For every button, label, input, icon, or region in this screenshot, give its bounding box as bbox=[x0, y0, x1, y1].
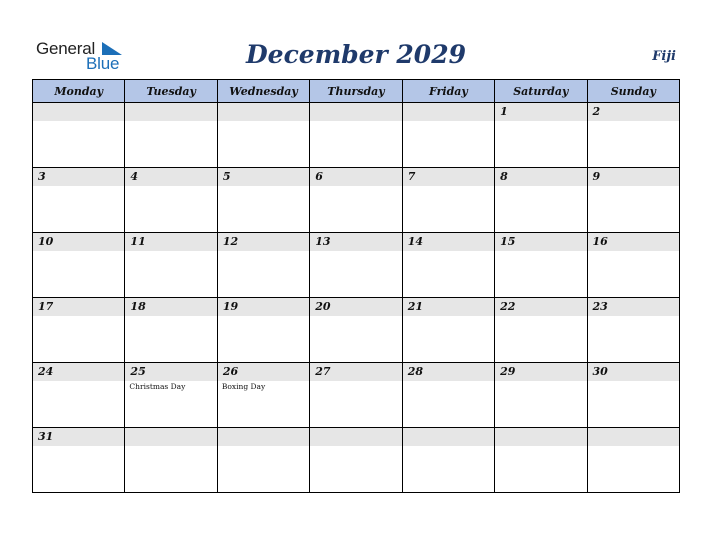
day-strip bbox=[310, 233, 401, 251]
day-number: 22 bbox=[500, 300, 516, 313]
generalblue-logo bbox=[36, 39, 126, 73]
day-cell bbox=[495, 428, 587, 493]
day-cell bbox=[495, 363, 587, 428]
day-strip bbox=[588, 103, 679, 121]
weekday-header: Wednesday bbox=[217, 80, 309, 103]
day-strip bbox=[495, 168, 586, 186]
day-number: 15 bbox=[500, 235, 516, 248]
calendar-body bbox=[33, 103, 680, 493]
day-strip bbox=[218, 363, 309, 381]
day-strip bbox=[310, 168, 401, 186]
day-strip bbox=[495, 103, 586, 121]
day-strip bbox=[588, 233, 679, 251]
weekday-header: Saturday bbox=[495, 80, 587, 103]
day-strip bbox=[495, 298, 586, 316]
day-strip bbox=[403, 103, 494, 121]
day-number: 1 bbox=[500, 105, 508, 118]
day-cell bbox=[402, 428, 494, 493]
day-strip bbox=[218, 428, 309, 446]
weekday-header: Friday bbox=[402, 80, 494, 103]
day-cell bbox=[402, 168, 494, 233]
day-cell bbox=[402, 363, 494, 428]
day-strip bbox=[33, 428, 124, 446]
day-number: 30 bbox=[592, 365, 608, 378]
day-number: 14 bbox=[407, 235, 423, 248]
day-cell bbox=[125, 168, 217, 233]
day-number: 25 bbox=[130, 365, 146, 378]
day-strip bbox=[125, 298, 216, 316]
day-cell bbox=[33, 428, 125, 493]
day-cell bbox=[217, 298, 309, 363]
day-strip bbox=[403, 298, 494, 316]
day-strip bbox=[33, 233, 124, 251]
weekday-header: Monday bbox=[33, 80, 125, 103]
day-number: 20 bbox=[315, 300, 331, 313]
day-strip bbox=[310, 363, 401, 381]
weekday-header: Tuesday bbox=[125, 80, 217, 103]
day-number: 11 bbox=[130, 235, 146, 248]
day-number: 9 bbox=[592, 170, 601, 183]
day-cell bbox=[310, 168, 402, 233]
day-cell bbox=[587, 103, 679, 168]
day-cell bbox=[125, 233, 217, 298]
day-cell bbox=[33, 103, 125, 168]
day-strip bbox=[588, 363, 679, 381]
day-cell bbox=[125, 363, 217, 428]
weekday-header: Sunday bbox=[587, 80, 679, 103]
week-row bbox=[33, 233, 680, 298]
day-cell bbox=[310, 103, 402, 168]
day-cell bbox=[495, 103, 587, 168]
day-number: 6 bbox=[315, 170, 323, 183]
week-row bbox=[33, 103, 680, 168]
day-strip bbox=[33, 103, 124, 121]
day-cell bbox=[495, 168, 587, 233]
day-number: 27 bbox=[315, 365, 331, 378]
day-cell bbox=[310, 428, 402, 493]
day-strip bbox=[588, 428, 679, 446]
day-cell bbox=[587, 233, 679, 298]
day-strip bbox=[33, 168, 124, 186]
day-cell bbox=[33, 233, 125, 298]
day-number: 18 bbox=[130, 300, 146, 313]
day-number: 31 bbox=[38, 430, 54, 443]
day-cell bbox=[217, 233, 309, 298]
day-cell bbox=[33, 363, 125, 428]
day-strip bbox=[495, 233, 586, 251]
week-row bbox=[33, 363, 680, 428]
day-strip bbox=[310, 428, 401, 446]
day-strip bbox=[218, 298, 309, 316]
day-cell bbox=[587, 298, 679, 363]
holiday-label: Boxing Day bbox=[221, 382, 266, 391]
day-number: 8 bbox=[500, 170, 508, 183]
day-number: 28 bbox=[407, 365, 423, 378]
day-cell bbox=[33, 168, 125, 233]
calendar-grid bbox=[32, 79, 680, 493]
day-strip bbox=[403, 428, 494, 446]
week-row bbox=[33, 428, 680, 493]
day-cell bbox=[125, 428, 217, 493]
day-cell bbox=[125, 103, 217, 168]
day-number: 4 bbox=[130, 170, 139, 183]
day-cell bbox=[495, 233, 587, 298]
day-number: 21 bbox=[407, 300, 423, 313]
day-cell bbox=[587, 168, 679, 233]
day-number: 2 bbox=[592, 105, 601, 118]
day-strip bbox=[218, 103, 309, 121]
logo-blue-text: Blue bbox=[86, 54, 120, 73]
day-number: 17 bbox=[38, 300, 54, 313]
day-cell bbox=[217, 168, 309, 233]
day-strip bbox=[310, 103, 401, 121]
day-number: 7 bbox=[407, 170, 416, 183]
day-number: 24 bbox=[38, 365, 54, 378]
day-strip bbox=[125, 363, 216, 381]
day-number: 10 bbox=[38, 235, 54, 248]
day-cell bbox=[217, 363, 309, 428]
day-number: 23 bbox=[592, 300, 608, 313]
day-cell bbox=[402, 233, 494, 298]
day-cell bbox=[125, 298, 217, 363]
day-strip bbox=[403, 168, 494, 186]
day-strip bbox=[33, 363, 124, 381]
day-cell bbox=[217, 428, 309, 493]
country-label: Fiji bbox=[652, 49, 676, 64]
day-number: 3 bbox=[38, 170, 46, 183]
day-cell bbox=[587, 428, 679, 493]
day-cell bbox=[310, 298, 402, 363]
day-cell bbox=[33, 298, 125, 363]
day-cell bbox=[402, 298, 494, 363]
day-strip bbox=[588, 298, 679, 316]
day-number: 13 bbox=[315, 235, 331, 248]
day-strip bbox=[403, 233, 494, 251]
weekday-header: Thursday bbox=[310, 80, 402, 103]
week-row bbox=[33, 168, 680, 233]
day-cell bbox=[495, 298, 587, 363]
day-strip bbox=[125, 103, 216, 121]
logo-general-text: General bbox=[36, 39, 96, 58]
page-title: December 2029 bbox=[245, 40, 466, 69]
day-cell bbox=[310, 233, 402, 298]
day-number: 26 bbox=[222, 365, 239, 378]
day-number: 19 bbox=[222, 300, 239, 313]
day-cell bbox=[217, 103, 309, 168]
day-number: 29 bbox=[500, 365, 516, 378]
day-strip bbox=[495, 428, 586, 446]
day-strip bbox=[403, 363, 494, 381]
day-strip bbox=[218, 168, 309, 186]
day-cell bbox=[587, 363, 679, 428]
holiday-label: Christmas Day bbox=[129, 382, 186, 391]
day-strip bbox=[33, 298, 124, 316]
day-strip bbox=[125, 233, 216, 251]
day-cell bbox=[402, 103, 494, 168]
day-strip bbox=[310, 298, 401, 316]
day-number: 16 bbox=[592, 235, 608, 248]
day-strip bbox=[125, 168, 216, 186]
day-strip bbox=[495, 363, 586, 381]
day-strip bbox=[125, 428, 216, 446]
day-strip bbox=[218, 233, 309, 251]
day-number: 5 bbox=[222, 170, 231, 183]
day-cell bbox=[310, 363, 402, 428]
day-number: 12 bbox=[222, 235, 239, 248]
day-strip bbox=[588, 168, 679, 186]
weekday-header-row bbox=[33, 80, 680, 103]
week-row bbox=[33, 298, 680, 363]
